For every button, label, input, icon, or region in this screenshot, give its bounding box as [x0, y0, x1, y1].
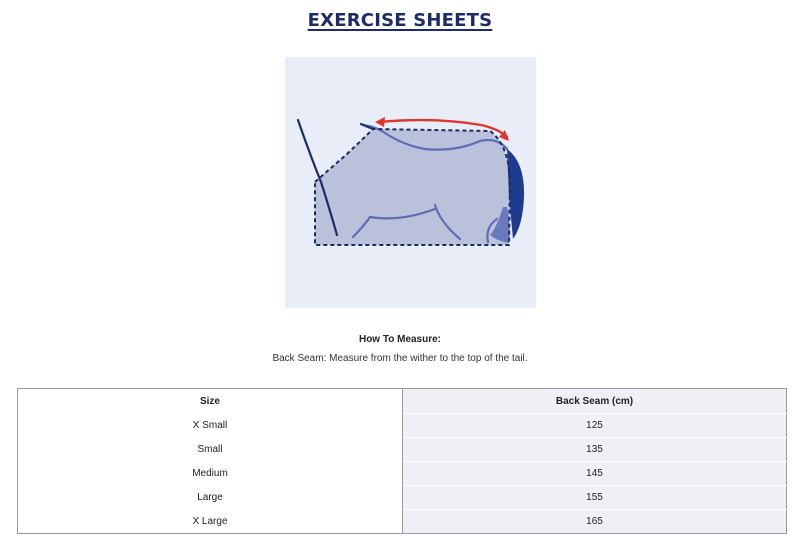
table-header-row	[18, 389, 787, 414]
back-seam-cell: 135	[403, 438, 787, 462]
size-cell: Large	[18, 486, 403, 510]
table-row	[18, 438, 787, 462]
table-row	[18, 486, 787, 510]
table-row	[18, 414, 787, 438]
back-seam-cell: 125	[403, 414, 787, 438]
measurement-diagram	[285, 57, 536, 308]
table-row	[18, 462, 787, 486]
horse-measure-diagram-icon	[285, 57, 536, 308]
column-header-size: Size	[18, 389, 403, 414]
size-cell: X Large	[18, 510, 403, 534]
back-seam-cell: 165	[403, 510, 787, 534]
how-to-measure-heading: How To Measure:	[358, 334, 442, 345]
back-seam-cell: 155	[403, 486, 787, 510]
table-row	[18, 510, 787, 534]
size-chart-table	[17, 388, 787, 534]
column-header-back-seam: Back Seam (cm)	[403, 389, 787, 414]
size-cell: Small	[18, 438, 403, 462]
back-seam-cell: 145	[403, 462, 787, 486]
page-title: EXERCISE SHEETS	[307, 10, 493, 31]
size-cell: X Small	[18, 414, 403, 438]
how-to-measure-text: Back Seam: Measure from the wither to the top of the tail.	[272, 353, 528, 364]
arrow-head-left-icon	[375, 117, 385, 127]
size-cell: Medium	[18, 462, 403, 486]
